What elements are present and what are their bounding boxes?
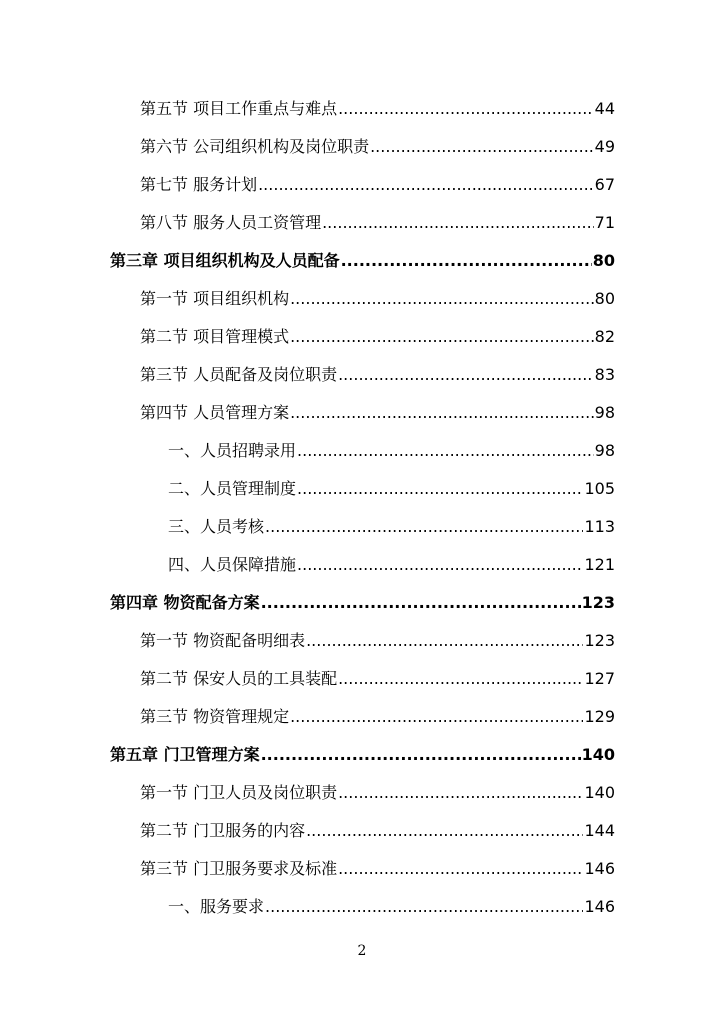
toc-entry-title: 一、服务要求: [168, 897, 265, 916]
toc-entry-page: 123: [584, 631, 615, 650]
toc-entry-title: 第八节 服务人员工资管理: [140, 213, 322, 232]
toc-leader-dots: [297, 440, 594, 462]
toc-leader-dots: [338, 364, 594, 386]
toc-entry[interactable]: [0, 166, 724, 204]
toc-leader-dots: [261, 744, 581, 766]
toc-entry-page: 144: [584, 821, 615, 840]
page-number: 2: [357, 943, 367, 959]
toc-leader-dots: [338, 98, 594, 120]
toc-leader-dots: [290, 288, 594, 310]
toc-entry-page: 146: [584, 859, 615, 878]
toc-entry-title: 第五章 门卫管理方案: [110, 745, 260, 764]
toc-leader-dots: [297, 478, 583, 500]
toc-entry-page: 127: [584, 669, 615, 688]
toc-entry-page: 44: [594, 99, 615, 118]
toc-leader-dots: [290, 402, 594, 424]
toc-entry-title: 第五节 项目工作重点与难点: [140, 99, 338, 118]
toc-leader-dots: [265, 516, 583, 538]
toc-entry[interactable]: [0, 356, 724, 394]
toc-entry-title: 第一节 物资配备明细表: [140, 631, 306, 650]
toc-subentry[interactable]: [0, 470, 724, 508]
toc-entry-title: 第六节 公司组织机构及岗位职责: [140, 137, 370, 156]
toc-entry-page: 98: [594, 403, 615, 422]
toc-entry-title: 第一节 门卫人员及岗位职责: [140, 783, 338, 802]
toc-entry[interactable]: [0, 660, 724, 698]
toc-entry-title: 第七节 服务计划: [140, 175, 258, 194]
toc-leader-dots: [338, 782, 583, 804]
toc-entry[interactable]: [0, 698, 724, 736]
toc-subentry[interactable]: [0, 888, 724, 926]
toc-subentry[interactable]: [0, 432, 724, 470]
toc-entry[interactable]: [0, 90, 724, 128]
toc-entry-page: 67: [594, 175, 615, 194]
toc-leader-dots: [338, 668, 583, 690]
toc-entry-title: 第二节 项目管理模式: [140, 327, 290, 346]
toc-entry-title: 第二节 保安人员的工具装配: [140, 669, 338, 688]
toc-leader-dots: [338, 858, 583, 880]
toc-entry-page: 140: [581, 745, 615, 764]
toc-entry-page: 105: [584, 479, 615, 498]
toc-entry-page: 123: [581, 593, 615, 612]
toc-entry-page: 83: [594, 365, 615, 384]
toc-entry-page: 121: [584, 555, 615, 574]
toc-leader-dots: [306, 630, 583, 652]
toc-entry-page: 49: [594, 137, 615, 156]
toc-entry-title: 第三节 物资管理规定: [140, 707, 290, 726]
toc-entry-page: 146: [584, 897, 615, 916]
toc-entry-page: 113: [584, 517, 615, 536]
toc-entry[interactable]: [0, 204, 724, 242]
toc-entry-title: 三、人员考核: [168, 517, 265, 536]
toc-entry-title: 一、人员招聘录用: [168, 441, 297, 460]
toc-entry-title: 四、人员保障措施: [168, 555, 297, 574]
table-of-contents: [0, 90, 724, 926]
toc-subentry[interactable]: [0, 508, 724, 546]
toc-leader-dots: [290, 326, 594, 348]
toc-entry[interactable]: [0, 394, 724, 432]
toc-entry-title: 第三节 门卫服务要求及标准: [140, 859, 338, 878]
toc-leader-dots: [370, 136, 594, 158]
toc-leader-dots: [297, 554, 583, 576]
toc-chapter-entry[interactable]: [0, 242, 724, 280]
toc-entry-title: 第四节 人员管理方案: [140, 403, 290, 422]
toc-leader-dots: [258, 174, 594, 196]
toc-subentry[interactable]: [0, 546, 724, 584]
toc-entry[interactable]: [0, 128, 724, 166]
toc-leader-dots: [265, 896, 583, 918]
toc-entry-page: 82: [594, 327, 615, 346]
toc-leader-dots: [261, 592, 581, 614]
toc-entry-page: 80: [594, 289, 615, 308]
toc-chapter-entry[interactable]: [0, 584, 724, 622]
toc-leader-dots: [322, 212, 594, 234]
toc-entry[interactable]: [0, 812, 724, 850]
toc-entry[interactable]: [0, 280, 724, 318]
toc-chapter-entry[interactable]: [0, 736, 724, 774]
toc-entry-page: 71: [594, 213, 615, 232]
toc-entry[interactable]: [0, 850, 724, 888]
toc-leader-dots: [290, 706, 583, 728]
toc-entry-title: 第三章 项目组织机构及人员配备: [110, 251, 340, 270]
toc-leader-dots: [341, 250, 592, 272]
toc-entry[interactable]: [0, 774, 724, 812]
toc-entry-page: 140: [584, 783, 615, 802]
toc-entry-title: 第一节 项目组织机构: [140, 289, 290, 308]
toc-entry-page: 80: [592, 251, 615, 270]
toc-entry-page: 129: [584, 707, 615, 726]
toc-entry[interactable]: [0, 622, 724, 660]
toc-entry-title: 第四章 物资配备方案: [110, 593, 260, 612]
toc-entry-title: 第三节 人员配备及岗位职责: [140, 365, 338, 384]
toc-entry-title: 二、人员管理制度: [168, 479, 297, 498]
toc-entry[interactable]: [0, 318, 724, 356]
toc-entry-title: 第二节 门卫服务的内容: [140, 821, 306, 840]
toc-leader-dots: [306, 820, 583, 842]
toc-entry-page: 98: [594, 441, 615, 460]
